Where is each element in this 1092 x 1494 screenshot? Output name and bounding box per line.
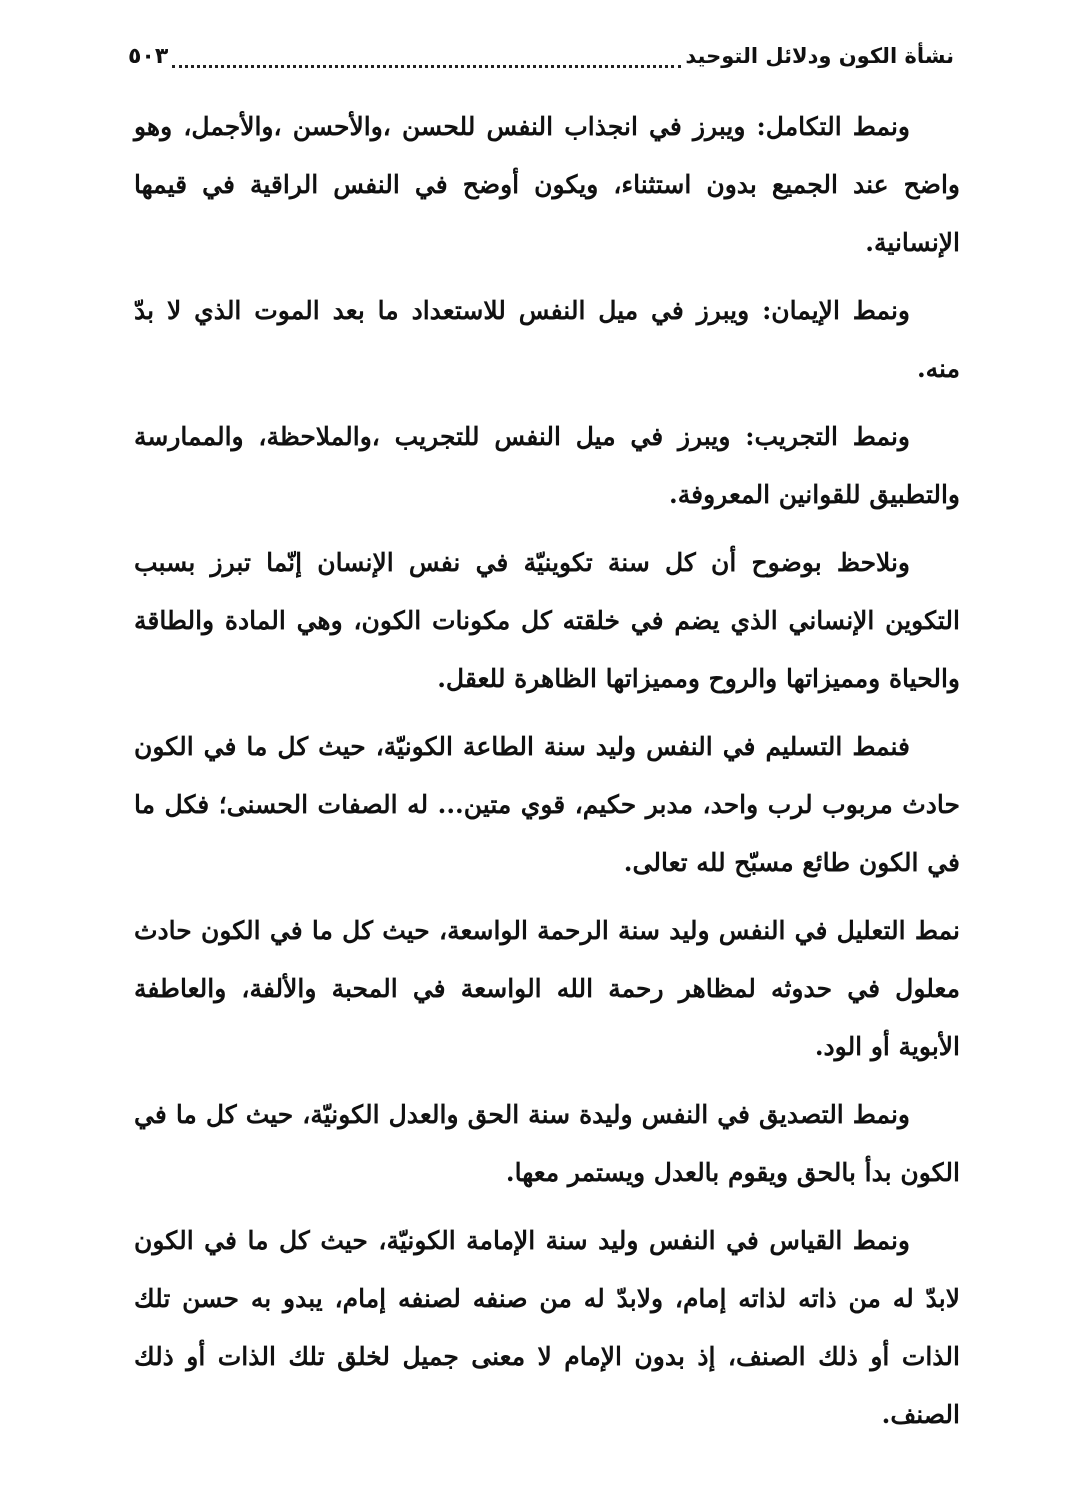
paragraph-tajrib: ونمط التجريب: ويبرز في ميل النفس للتجريب ،والملاحظة، والممارسة والتطبيق للقوانين المعروفة. [134,422,960,509]
header-title: نشأة الكون ودلائل التوحيد [685,44,954,68]
paragraph-talil: نمط التعليل في النفس وليد سنة الرحمة الواسعة، حيث كل ما في الكون حادث معلول في حدوثه لمظاهر رحمة الله الواسعة في المحبة والألفة، والعاطفة الأبوية أو الود. [134,916,960,1061]
paragraph-takamul: ونمط التكامل: ويبرز في انجذاب النفس للحسن ،والأحسن ،والأجمل، وهو واضح عند الجميع بدون استثناء، ويكون أوضح في النفس الراقية في قيمها الإنسانية. [134,112,960,257]
header-dot-leader [172,53,681,68]
paragraph-taslim: فنمط التسليم في النفس وليد سنة الطاعة الكونيّة، حيث كل ما في الكون حادث مربوب لرب واحد، مدبر حكيم، قوي متين... له الصفات الحسنى؛ فكل ما في الكون طائع مسبّح لله تعالى. [134,732,960,877]
page-number: ٥٠٣ [128,43,169,69]
paragraph-qiyas: ونمط القياس في النفس وليد سنة الإمامة الكونيّة، حيث كل ما في الكون لابدّ له من ذاته لذاته إمام، ولابدّ له من صنفه لصنفه إمام، يبدو به حسن تلك الذات أو ذلك الصنف، إذ بدون الإمام لا معنى جميل لخلق تلك الذات أو ذلك الصنف. [134,1226,960,1429]
paragraph-tasdiq: ونمط التصديق في النفس وليدة سنة الحق والعدل الكونيّة، حيث كل ما في الكون بدأ بالحق ويقوم بالعدل ويستمر معها. [134,1100,960,1187]
paragraph-iman: ونمط الإيمان: ويبرز في ميل النفس للاستعداد ما بعد الموت الذي لا بدّ منه. [134,296,960,383]
body-text [134,98,960,1454]
paragraph-observation: ونلاحظ بوضوح أن كل سنة تكوينيّة في نفس الإنسان إنّما تبرز بسبب التكوين الإنساني الذي يضم في خلقته كل مكونات الكون، وهي المادة والطاقة والحياة ومميزاتها والروح ومميزاتها الظاهرة للعقل. [134,548,960,693]
running-header [128,36,954,76]
